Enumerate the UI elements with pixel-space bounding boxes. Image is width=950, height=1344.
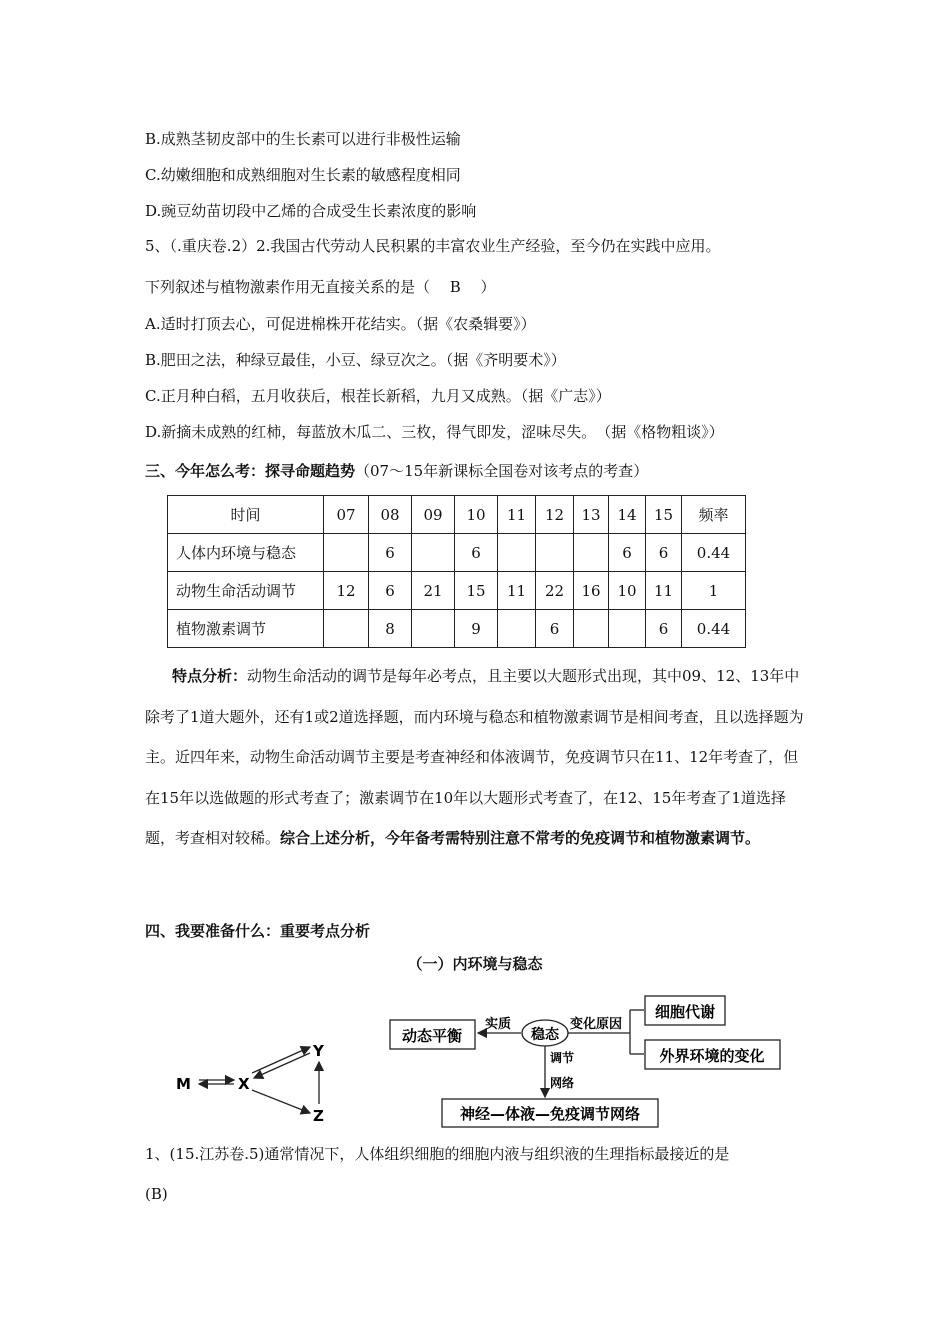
- table-header-cell: 13: [574, 496, 609, 534]
- table-cell: 22: [536, 572, 574, 610]
- table-cell: 8: [369, 610, 412, 648]
- question-1-stem: 1、(15.江苏卷.5)通常情况下，人体组织细胞的细胞内液与组织液的生理指标最接近的是: [145, 1145, 730, 1163]
- table-cell: 11: [646, 572, 682, 610]
- table-cell: 0.44: [682, 610, 746, 648]
- label-regulation-network: 神经—体液—免疫调节网络: [459, 1105, 641, 1123]
- option-b-prev: B.成熟茎韧皮部中的生长素可以进行非极性运输: [145, 130, 461, 148]
- label-homeostasis: 稳态: [531, 1027, 559, 1043]
- node-m: M: [176, 1075, 191, 1093]
- mxyz-diagram: [176, 1042, 325, 1125]
- table-cell: 6: [609, 534, 646, 572]
- label-cell-metabolism: 细胞代谢: [654, 1003, 716, 1021]
- table-cell: 12: [324, 572, 369, 610]
- table-row-label: 动物生命活动调节: [168, 572, 324, 610]
- table-header-cell: 09: [412, 496, 455, 534]
- table-cell: 11: [498, 572, 536, 610]
- table-header-cell: 08: [369, 496, 412, 534]
- table-header-cell: 10: [455, 496, 498, 534]
- option-d-prev: D.豌豆幼苗切段中乙烯的合成受生长素浓度的影响: [145, 202, 477, 220]
- table-header-cell: 14: [609, 496, 646, 534]
- node-z: Z: [313, 1107, 324, 1125]
- table-cell: 16: [574, 572, 609, 610]
- table-header-cell: 15: [646, 496, 682, 534]
- question-1-answer: (B): [145, 1185, 168, 1203]
- analysis-label: 特点分析：: [172, 667, 248, 685]
- table-cell: 10: [609, 572, 646, 610]
- subsection-title: （一）内环境与稳态: [407, 955, 543, 973]
- analysis-conclusion: 综合上述分析，今年备考需特别注意不常考的免疫调节和植物激素调节。: [280, 829, 761, 847]
- question-5-option-b: B.肥田之法，种绿豆最佳，小豆、绿豆次之。（据《齐明要术》）: [145, 351, 566, 369]
- arrow-y-to-x: [254, 1053, 310, 1078]
- table-header-cell: 11: [498, 496, 536, 534]
- table-header-cell: 频率: [682, 496, 746, 534]
- section-3-heading-bold: 三、今年怎么考：探寻命题趋势: [145, 462, 356, 480]
- table-header-cell: 时间: [168, 496, 324, 534]
- homeostasis-diagram: [390, 996, 780, 1127]
- label-essence: 实质: [484, 1017, 512, 1032]
- table-cell: 21: [412, 572, 455, 610]
- section-3-heading-rest: （07～15年新课标全国卷对该考点的考查）: [355, 462, 649, 480]
- arrow-x-to-z: [252, 1090, 310, 1113]
- table-cell: 9: [455, 610, 498, 648]
- question-5-option-a: A.适时打顶去心，可促进棉株开花结实。（据《农桑辑要》）: [145, 315, 536, 333]
- table-cell: 6: [536, 610, 574, 648]
- table-header-cell: 12: [536, 496, 574, 534]
- table-cell: 6: [369, 534, 412, 572]
- table-cell: 1: [682, 572, 746, 610]
- table-header-cell: 07: [324, 496, 369, 534]
- question-5-prompt: 下列叙述与植物激素作用无直接关系的是（ B ）: [145, 278, 496, 296]
- label-regulation-1: 调节: [550, 1051, 575, 1065]
- label-dynamic-balance: 动态平衡: [401, 1027, 463, 1045]
- table-cell: 6: [646, 610, 682, 648]
- table-cell: 6: [646, 534, 682, 572]
- node-x: X: [238, 1075, 250, 1093]
- table-cell: 0.44: [682, 534, 746, 572]
- table-row-label: 人体内环境与稳态: [168, 534, 324, 572]
- question-5-option-c: C.正月种白稻，五月收获后，根茬长新稻，九月又成熟。（据《广志》）: [145, 387, 611, 405]
- table-cell: 15: [455, 572, 498, 610]
- node-y: Y: [313, 1042, 324, 1060]
- question-5-option-d: D.新摘未成熟的红柿，每蓝放木瓜二、三枚，得气即发，涩味尽失。 （据《格物粗谈》）: [145, 423, 724, 441]
- section-4-heading: 四、我要准备什么：重要考点分析: [145, 922, 371, 940]
- label-regulation-2: 网络: [550, 1076, 575, 1090]
- label-external-environment: 外界环境的变化: [659, 1047, 765, 1065]
- arrow-x-to-y: [252, 1047, 310, 1073]
- label-change-cause: 变化原因: [569, 1017, 623, 1032]
- analysis-text: 动物生命活动的调节是每年必考点，且主要以大题形式出现，其中09、12、13年中除考了1道大题外，还有1或2道选择题，而内环境与稳态和植物激素调节是相间考查，且以选择题为主。近四年来，动物生命活动调节主要是考查神经和体液调节，免疫调节只在11、12年考查了，但在15年以选做题的形式考查了；激素调节在10年以大题形式考查了，在12、15年考查了1道选择题，考查相对较稀。: [145, 667, 804, 847]
- question-5-stem: 5、（.重庆卷.2）2.我国古代劳动人民积累的丰富农业生产经验，至今仍在实践中应用。: [145, 237, 721, 255]
- table-row-label: 植物激素调节: [168, 610, 324, 648]
- table-cell: 6: [369, 572, 412, 610]
- table-cell: 6: [455, 534, 498, 572]
- option-c-prev: C.幼嫩细胞和成熟细胞对生长素的敏感程度相同: [145, 166, 461, 184]
